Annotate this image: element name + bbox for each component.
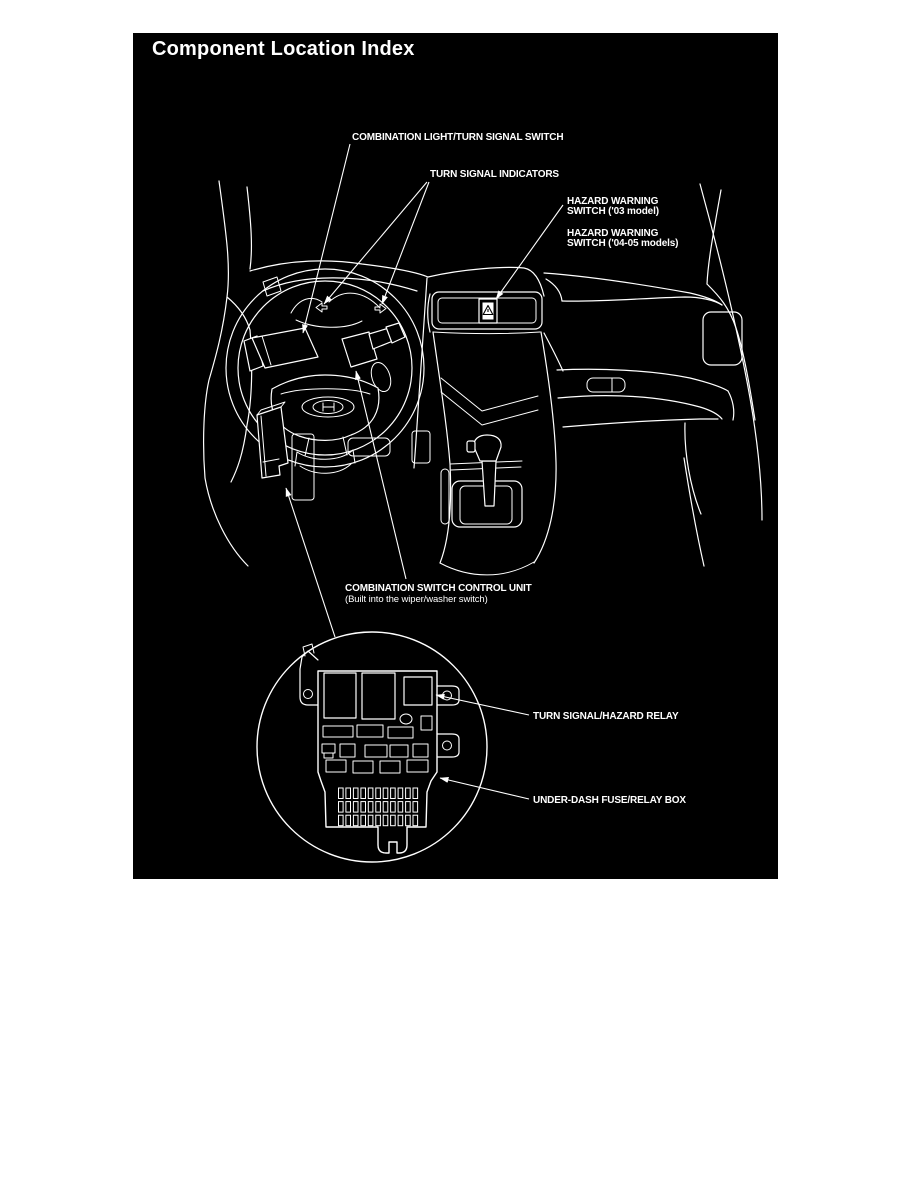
label-hazard-warning-switch-04-05-line2: SWITCH ('04-05 models) [567,238,679,249]
label-combination-light-turn-signal-switch: COMBINATION LIGHT/TURN SIGNAL SWITCH [352,132,564,143]
leader-under-dash-fuse-relay-box [440,778,529,799]
steering-wheel [226,269,424,473]
turn-signal-stalk [244,328,318,371]
driver-lower-dash [292,431,430,500]
leader-turn-indicator-left [324,182,427,304]
page-title: Component Location Index [152,38,415,60]
label-combination-switch-control-unit-note: (Built into the wiper/washer switch) [345,594,488,605]
turn-indicator-left-icon [316,303,327,312]
center-console [433,332,556,575]
glove-box-area [544,312,742,514]
fuse-relay-box [300,644,459,853]
leader-turn-indicator-right [382,182,429,304]
turn-signal-hazard-relay [404,677,432,705]
leader-combination-light-switch [303,144,350,333]
label-under-dash-fuse-relay-box: UNDER-DASH FUSE/RELAY BOX [533,795,686,806]
gear-shifter [452,435,522,527]
label-hazard-warning-switch-04-05-line1: HAZARD WARNING [567,228,659,239]
label-combination-switch-control-unit: COMBINATION SWITCH CONTROL UNIT [345,583,532,594]
manual-page-panel [133,33,778,879]
label-turn-signal-indicators: TURN SIGNAL INDICATORS [430,169,559,180]
leader-inset-to-fusebox-location [286,488,335,637]
glove-box-handle [587,378,625,392]
wiper-washer-stalk [342,323,405,367]
relay-2 [362,673,395,719]
leader-lines [286,144,563,799]
dashboard-diagram [133,33,778,879]
steering-wheel-center-pad [271,375,379,440]
label-turn-signal-hazard-relay: TURN SIGNAL/HAZARD RELAY [533,711,679,722]
fuse-box-inset [257,632,487,862]
callout-labels [345,132,686,806]
hazard-switch-button [479,299,497,323]
leader-combination-switch-control-unit [356,371,406,579]
fuse-slots [339,788,418,826]
label-hazard-warning-switch-03-line2: SWITCH ('03 model) [567,206,659,217]
relay-1 [324,673,356,718]
label-hazard-warning-switch-03-line1: HAZARD WARNING [567,196,659,207]
